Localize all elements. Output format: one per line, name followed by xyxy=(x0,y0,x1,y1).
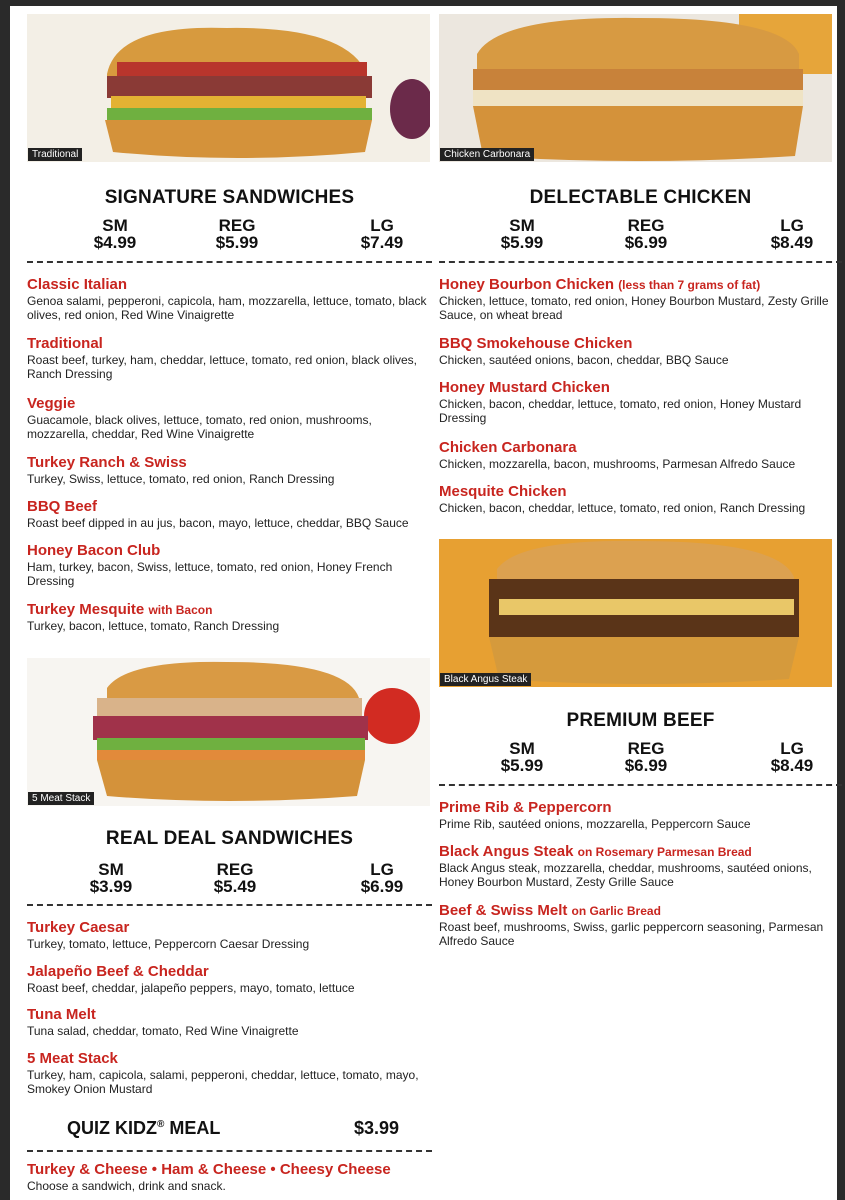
realdeal-price-row xyxy=(27,861,432,901)
price-value: $6.99 xyxy=(624,756,668,775)
price-reg xyxy=(606,740,686,774)
kidz-title: QUIZ KIDZ xyxy=(67,1118,157,1138)
item-name: Tuna Melt xyxy=(27,1006,96,1023)
size-label: LG xyxy=(370,216,394,235)
price-value: $5.99 xyxy=(500,233,544,252)
item-name: Turkey Caesar xyxy=(27,919,130,936)
item-description: Roast beef, cheddar, jalapeño peppers, mayo, tomato, lettuce xyxy=(27,981,355,995)
menu-item xyxy=(27,277,432,322)
item-description: Choose a sandwich, drink and snack. xyxy=(27,1179,226,1193)
divider xyxy=(439,784,842,786)
item-description: Chicken, lettuce, tomato, red onion, Honey Bourbon Mustard, Zesty Grille Sauce, on wheat bread xyxy=(439,294,829,322)
photo-caption: Black Angus Steak xyxy=(440,673,531,686)
price-lg xyxy=(752,740,832,774)
item-description: Genoa salami, pepperoni, capicola, ham, mozzarella, lettuce, tomato, black olives, red onion, Red Wine Vinaigrette xyxy=(27,294,427,322)
menu-item xyxy=(27,1051,432,1096)
kidz-meal-label: MEAL xyxy=(164,1118,221,1138)
price-value: $5.99 xyxy=(500,756,544,775)
item-name: Turkey Ranch & Swiss xyxy=(27,454,187,471)
five-meat-stack-photo xyxy=(27,658,430,806)
item-description: Turkey, Swiss, lettuce, tomato, red onion, Ranch Dressing xyxy=(27,472,335,486)
size-label: SM xyxy=(509,739,535,758)
section-title-real-deal: REAL DEAL SANDWICHES xyxy=(105,828,354,849)
photo-caption: Chicken Carbonara xyxy=(440,148,534,161)
menu-item xyxy=(439,484,842,515)
price-reg xyxy=(606,217,686,251)
size-label: SM xyxy=(102,216,128,235)
size-label: LG xyxy=(780,216,804,235)
chicken-carbonara-photo xyxy=(439,14,832,162)
price-lg xyxy=(342,861,422,895)
menu-item xyxy=(439,336,842,367)
item-note: (less than 7 grams of fat) xyxy=(618,278,761,292)
size-label: SM xyxy=(509,216,535,235)
item-name: Mesquite Chicken xyxy=(439,483,567,500)
beef-price-row xyxy=(439,740,842,780)
menu-item xyxy=(27,964,432,995)
menu-item xyxy=(27,499,432,530)
item-description: Roast beef, mushrooms, Swiss, garlic peppercorn seasoning, Parmesan Alfredo Sauce xyxy=(439,920,824,948)
item-description: Turkey, ham, capicola, salami, pepperoni, cheddar, lettuce, tomato, mayo, Smokey Onion Mustard xyxy=(27,1068,419,1096)
item-name: Chicken Carbonara xyxy=(439,439,577,456)
registered-mark: ® xyxy=(157,1119,165,1130)
item-name: Honey Bacon Club xyxy=(27,542,161,559)
item-description: Roast beef, turkey, ham, cheddar, lettuce, tomato, red onion, black olives, Ranch Dressing xyxy=(27,353,417,381)
price-value: $5.49 xyxy=(213,877,257,896)
item-description: Tuna salad, cheddar, tomato, Red Wine Vinaigrette xyxy=(27,1024,299,1038)
menu-item xyxy=(439,380,842,425)
price-value: $4.99 xyxy=(93,233,137,252)
menu-item xyxy=(27,1162,432,1193)
menu-item xyxy=(27,396,432,441)
price-lg xyxy=(752,217,832,251)
item-name: 5 Meat Stack xyxy=(27,1050,118,1067)
item-name: Beef & Swiss Melt xyxy=(439,902,568,919)
menu-item xyxy=(27,920,432,951)
menu-item xyxy=(27,1007,432,1038)
price-sm xyxy=(482,740,562,774)
price-value: $6.99 xyxy=(360,877,404,896)
menu-item xyxy=(27,602,432,633)
item-description: Ham, turkey, bacon, Swiss, lettuce, tomato, red onion, Honey French Dressing xyxy=(27,560,393,588)
photo-caption: 5 Meat Stack xyxy=(28,792,94,805)
size-label: SM xyxy=(98,860,124,879)
item-description: Chicken, mozzarella, bacon, mushrooms, Parmesan Alfredo Sauce xyxy=(439,457,796,471)
divider xyxy=(439,261,842,263)
size-label: LG xyxy=(370,860,394,879)
item-description: Turkey, bacon, lettuce, tomato, Ranch Dressing xyxy=(27,619,280,633)
menu-item xyxy=(439,844,842,889)
item-description: Prime Rib, sautéed onions, mozzarella, Peppercorn Sauce xyxy=(439,817,751,831)
price-value: $3.99 xyxy=(89,877,133,896)
size-label: REG xyxy=(216,860,254,879)
price-sm xyxy=(71,861,151,895)
item-name: Veggie xyxy=(27,395,76,412)
item-note: with Bacon xyxy=(148,603,213,617)
menu-item xyxy=(27,543,432,588)
price-value: $8.49 xyxy=(770,756,814,775)
item-note: on Rosemary Parmesan Bread xyxy=(577,845,752,859)
price-lg xyxy=(342,217,422,251)
black-angus-steak-photo xyxy=(439,539,832,687)
price-value: $6.99 xyxy=(624,233,668,252)
item-description: Roast beef dipped in au jus, bacon, mayo, lettuce, cheddar, BBQ Sauce xyxy=(27,516,409,530)
item-name: Turkey Mesquite xyxy=(27,601,145,618)
divider xyxy=(27,904,432,906)
item-description: Chicken, sautéed onions, bacon, cheddar, BBQ Sauce xyxy=(439,353,729,367)
price-value: $5.99 xyxy=(215,233,259,252)
item-note: on Garlic Bread xyxy=(571,904,661,918)
photo-caption: Traditional xyxy=(28,148,82,161)
divider xyxy=(27,261,432,263)
item-description: Guacamole, black olives, lettuce, tomato, red onion, mushrooms, mozzarella, cheddar, Red Wine Vinaigrette xyxy=(27,413,372,441)
item-name: Black Angus Steak xyxy=(439,843,574,860)
item-description: Turkey, tomato, lettuce, Peppercorn Caesar Dressing xyxy=(27,937,310,951)
item-name: Jalapeño Beef & Cheddar xyxy=(27,963,209,980)
item-name: Traditional xyxy=(27,335,103,352)
item-name: BBQ Smokehouse Chicken xyxy=(439,335,633,352)
size-label: REG xyxy=(627,739,665,758)
menu-item xyxy=(439,800,842,831)
section-title-signature: SIGNATURE SANDWICHES xyxy=(104,187,355,208)
price-value: $8.49 xyxy=(770,233,814,252)
price-reg xyxy=(195,861,275,895)
item-name: Honey Bourbon Chicken xyxy=(439,276,615,293)
item-name: BBQ Beef xyxy=(27,498,98,515)
menu-item xyxy=(439,277,842,322)
divider xyxy=(27,1150,432,1152)
traditional-sandwich-photo xyxy=(27,14,430,162)
price-sm xyxy=(75,217,155,251)
section-title-premium-beef: PREMIUM BEEF xyxy=(566,710,715,731)
item-description: Black Angus steak, mozzarella, cheddar, mushrooms, sautéed onions, Honey Bourbon Mustard, Zesty Grille Sauce xyxy=(439,861,812,889)
menu-page xyxy=(10,6,837,1200)
menu-item xyxy=(439,440,842,471)
menu-item xyxy=(27,336,432,381)
size-label: REG xyxy=(218,216,256,235)
item-description: Chicken, bacon, cheddar, lettuce, tomato, red onion, Ranch Dressing xyxy=(439,501,806,515)
kidz-price: $3.99 xyxy=(354,1118,400,1138)
item-name: Turkey & Cheese • Ham & Cheese • Cheesy Cheese xyxy=(27,1161,391,1178)
price-reg xyxy=(197,217,277,251)
section-title-chicken: DELECTABLE CHICKEN xyxy=(529,187,752,208)
item-name: Classic Italian xyxy=(27,276,128,293)
menu-item xyxy=(439,903,842,948)
menu-item xyxy=(27,455,432,486)
signature-price-row xyxy=(27,217,432,257)
price-value: $7.49 xyxy=(360,233,404,252)
size-label: REG xyxy=(627,216,665,235)
chicken-price-row xyxy=(439,217,842,257)
item-name: Honey Mustard Chicken xyxy=(439,379,610,396)
size-label: LG xyxy=(780,739,804,758)
item-name: Prime Rib & Peppercorn xyxy=(439,799,612,816)
price-sm xyxy=(482,217,562,251)
item-description: Chicken, bacon, cheddar, lettuce, tomato, red onion, Honey Mustard Dressing xyxy=(439,397,802,425)
